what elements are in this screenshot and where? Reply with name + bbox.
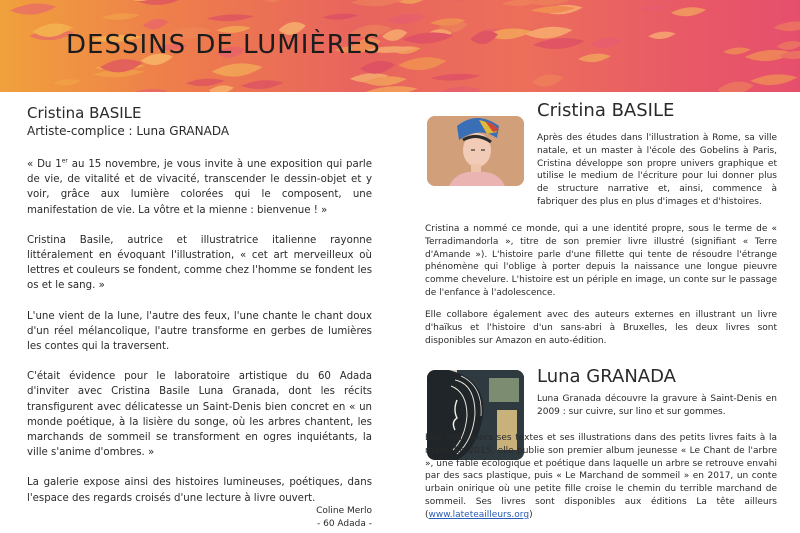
brushstroke — [648, 32, 676, 39]
brushstroke — [351, 0, 405, 6]
brushstroke — [322, 14, 359, 20]
brushstroke — [261, 0, 288, 2]
cristina-bio-2: Cristina a nommé ce monde, qui a une identité propre, sous le terme de « Terradimandorla », titre de son premier livre illustré (signifiant « Terre d'Amande »). L'histoire parle d'une fillette qui tente de résoudre l'étrange phénomène qui l'oblige à porter depuis la naissance une longue pieuvre comme chevelure. L'histoire est un périple en image, un conte sur le passage de l'enfance à l'adolescence. — [425, 224, 777, 298]
brushstroke — [525, 27, 573, 39]
signature-name: Coline Merlo — [316, 506, 372, 516]
brushstroke — [445, 0, 480, 1]
brushstroke — [578, 54, 611, 63]
brushstroke — [437, 86, 481, 92]
luna-bio-2-end: ) — [529, 509, 533, 520]
portrait-cristina — [427, 116, 524, 186]
brushstroke — [717, 82, 753, 92]
brushstroke — [723, 47, 751, 54]
artist-subtitle: Artiste-complice : Luna GRANADA — [27, 124, 230, 138]
brushstroke — [388, 14, 425, 24]
cristina-bio-1: Après des études dans l'illustration à Rome, sa ville natale, et un master à l'école des Gobelins à Paris, Cristina développe son propre univers graphique et utilise le medium de l'écriture pour lui donner plus de structure narrative et, ainsi, commence à fabriquer des plus en plus d'images et d'histoires. — [537, 133, 777, 207]
header-banner — [0, 0, 800, 92]
brushstroke — [398, 57, 447, 70]
luna-bio-1: Luna Granada découvre la gravure à Saint-Denis en 2009 : sur cuivre, sur lino et sur gommes. — [537, 394, 777, 417]
brushstroke — [102, 13, 141, 19]
brushstroke — [591, 38, 623, 49]
brushstroke — [186, 79, 225, 87]
brushstroke — [533, 38, 585, 49]
brushstroke — [750, 74, 797, 85]
brushstroke — [143, 19, 169, 29]
paragraph-4: La galerie expose ainsi des histoires lumineuses, poétiques, dans l'espace des regards croisés d'une lecture à livre ouvert. — [27, 477, 372, 504]
brushstroke — [209, 85, 234, 92]
brushstroke — [430, 74, 480, 81]
page-title: DESSINS DE LUMIÈRES — [66, 30, 381, 60]
artist-name: Cristina BASILE — [27, 104, 142, 122]
brushstroke — [10, 3, 56, 14]
quote-end: au 15 novembre, je vous invite à une exposition qui parle de vie, de vitalité et de vivacité, transcender le dessin-objet et y voir, grâce aux lumière colorées qui le composent, une manifestation de vie. La vôtre et la mienne : bienvenue ! » — [27, 159, 372, 216]
brushstroke — [53, 79, 80, 85]
publisher-link[interactable]: www.lateteailleurs.org — [428, 509, 530, 520]
brushstroke — [240, 80, 283, 89]
paragraph-2: L'une vient de la lune, l'autre des feux, l'une chante le chant doux d'un réel mélancolique, l'autre transforme en gerbes de lumières les contes qui la traversent. — [27, 310, 372, 353]
paragraph-3: C'était évidence pour le laboratoire artistique du 60 Adada d'inviter avec Cristina Basile Luna Granada, dont les récits transfigurent avec délicatesse un Saint-Denis bien concret en « un monde poétique, à la lisière du songe, où les arbres chantent, les marchands de sommeil se transforment en ogres inquiétants, la ville s'anime d'ombres. » — [27, 371, 372, 459]
cristina-bio-3: Elle collabore également avec des auteurs externes en illustrant un livre d'haïkus et l'histoire d'un sans-abri à Bruxelles, les deux livres sont disponibles sur Amazon en auto-édition. — [425, 310, 777, 346]
cristina-name: Cristina BASILE — [537, 100, 675, 121]
brushstroke — [360, 61, 395, 74]
brushstroke — [502, 0, 539, 6]
signature — [260, 505, 372, 531]
luna-bio-2 — [425, 432, 777, 522]
brushstroke — [531, 74, 563, 86]
left-column — [27, 104, 372, 521]
brushstroke — [130, 89, 168, 92]
brushstroke — [366, 86, 418, 92]
brushstroke — [773, 22, 800, 32]
brushstroke — [638, 5, 668, 11]
luna-bio-2-text: Elle mêle alors ses textes et ses illustrations dans des petits livres faits à la main. En 2015, elle publie son premier album jeunesse « Le Chant de l'arbre », une fable écologique et poétique dans laquelle un arbre se retrouve envahi par des sacs plastique, puis « Le Marchand de sommeil » en 2017, un conte urbain onirique où une petite fille croise le chemin du terrible marchand de sommeil. Ses livres sont disponibles aux éditions La tête ailleurs ( — [425, 433, 777, 520]
quote-sup: er — [61, 157, 68, 165]
quote-start: « Du 1 — [27, 159, 62, 170]
brushstroke — [671, 7, 706, 16]
intro-quote — [27, 157, 372, 218]
brushstroke — [207, 14, 254, 21]
brushstroke — [777, 41, 800, 50]
brushstroke — [402, 32, 453, 43]
signature-org: - 60 Adada - — [317, 519, 372, 529]
brushstroke — [470, 31, 498, 44]
brushstroke — [212, 63, 263, 76]
paragraph-1: Cristina Basile, autrice et illustratrice italienne rayonne littéralement en évoquant l'illustration, « cet art merveilleux où lettres et couleurs se fondent, comme chez l'homme se fondent les os et le sang. » — [27, 234, 372, 292]
luna-name: Luna GRANADA — [537, 366, 676, 387]
